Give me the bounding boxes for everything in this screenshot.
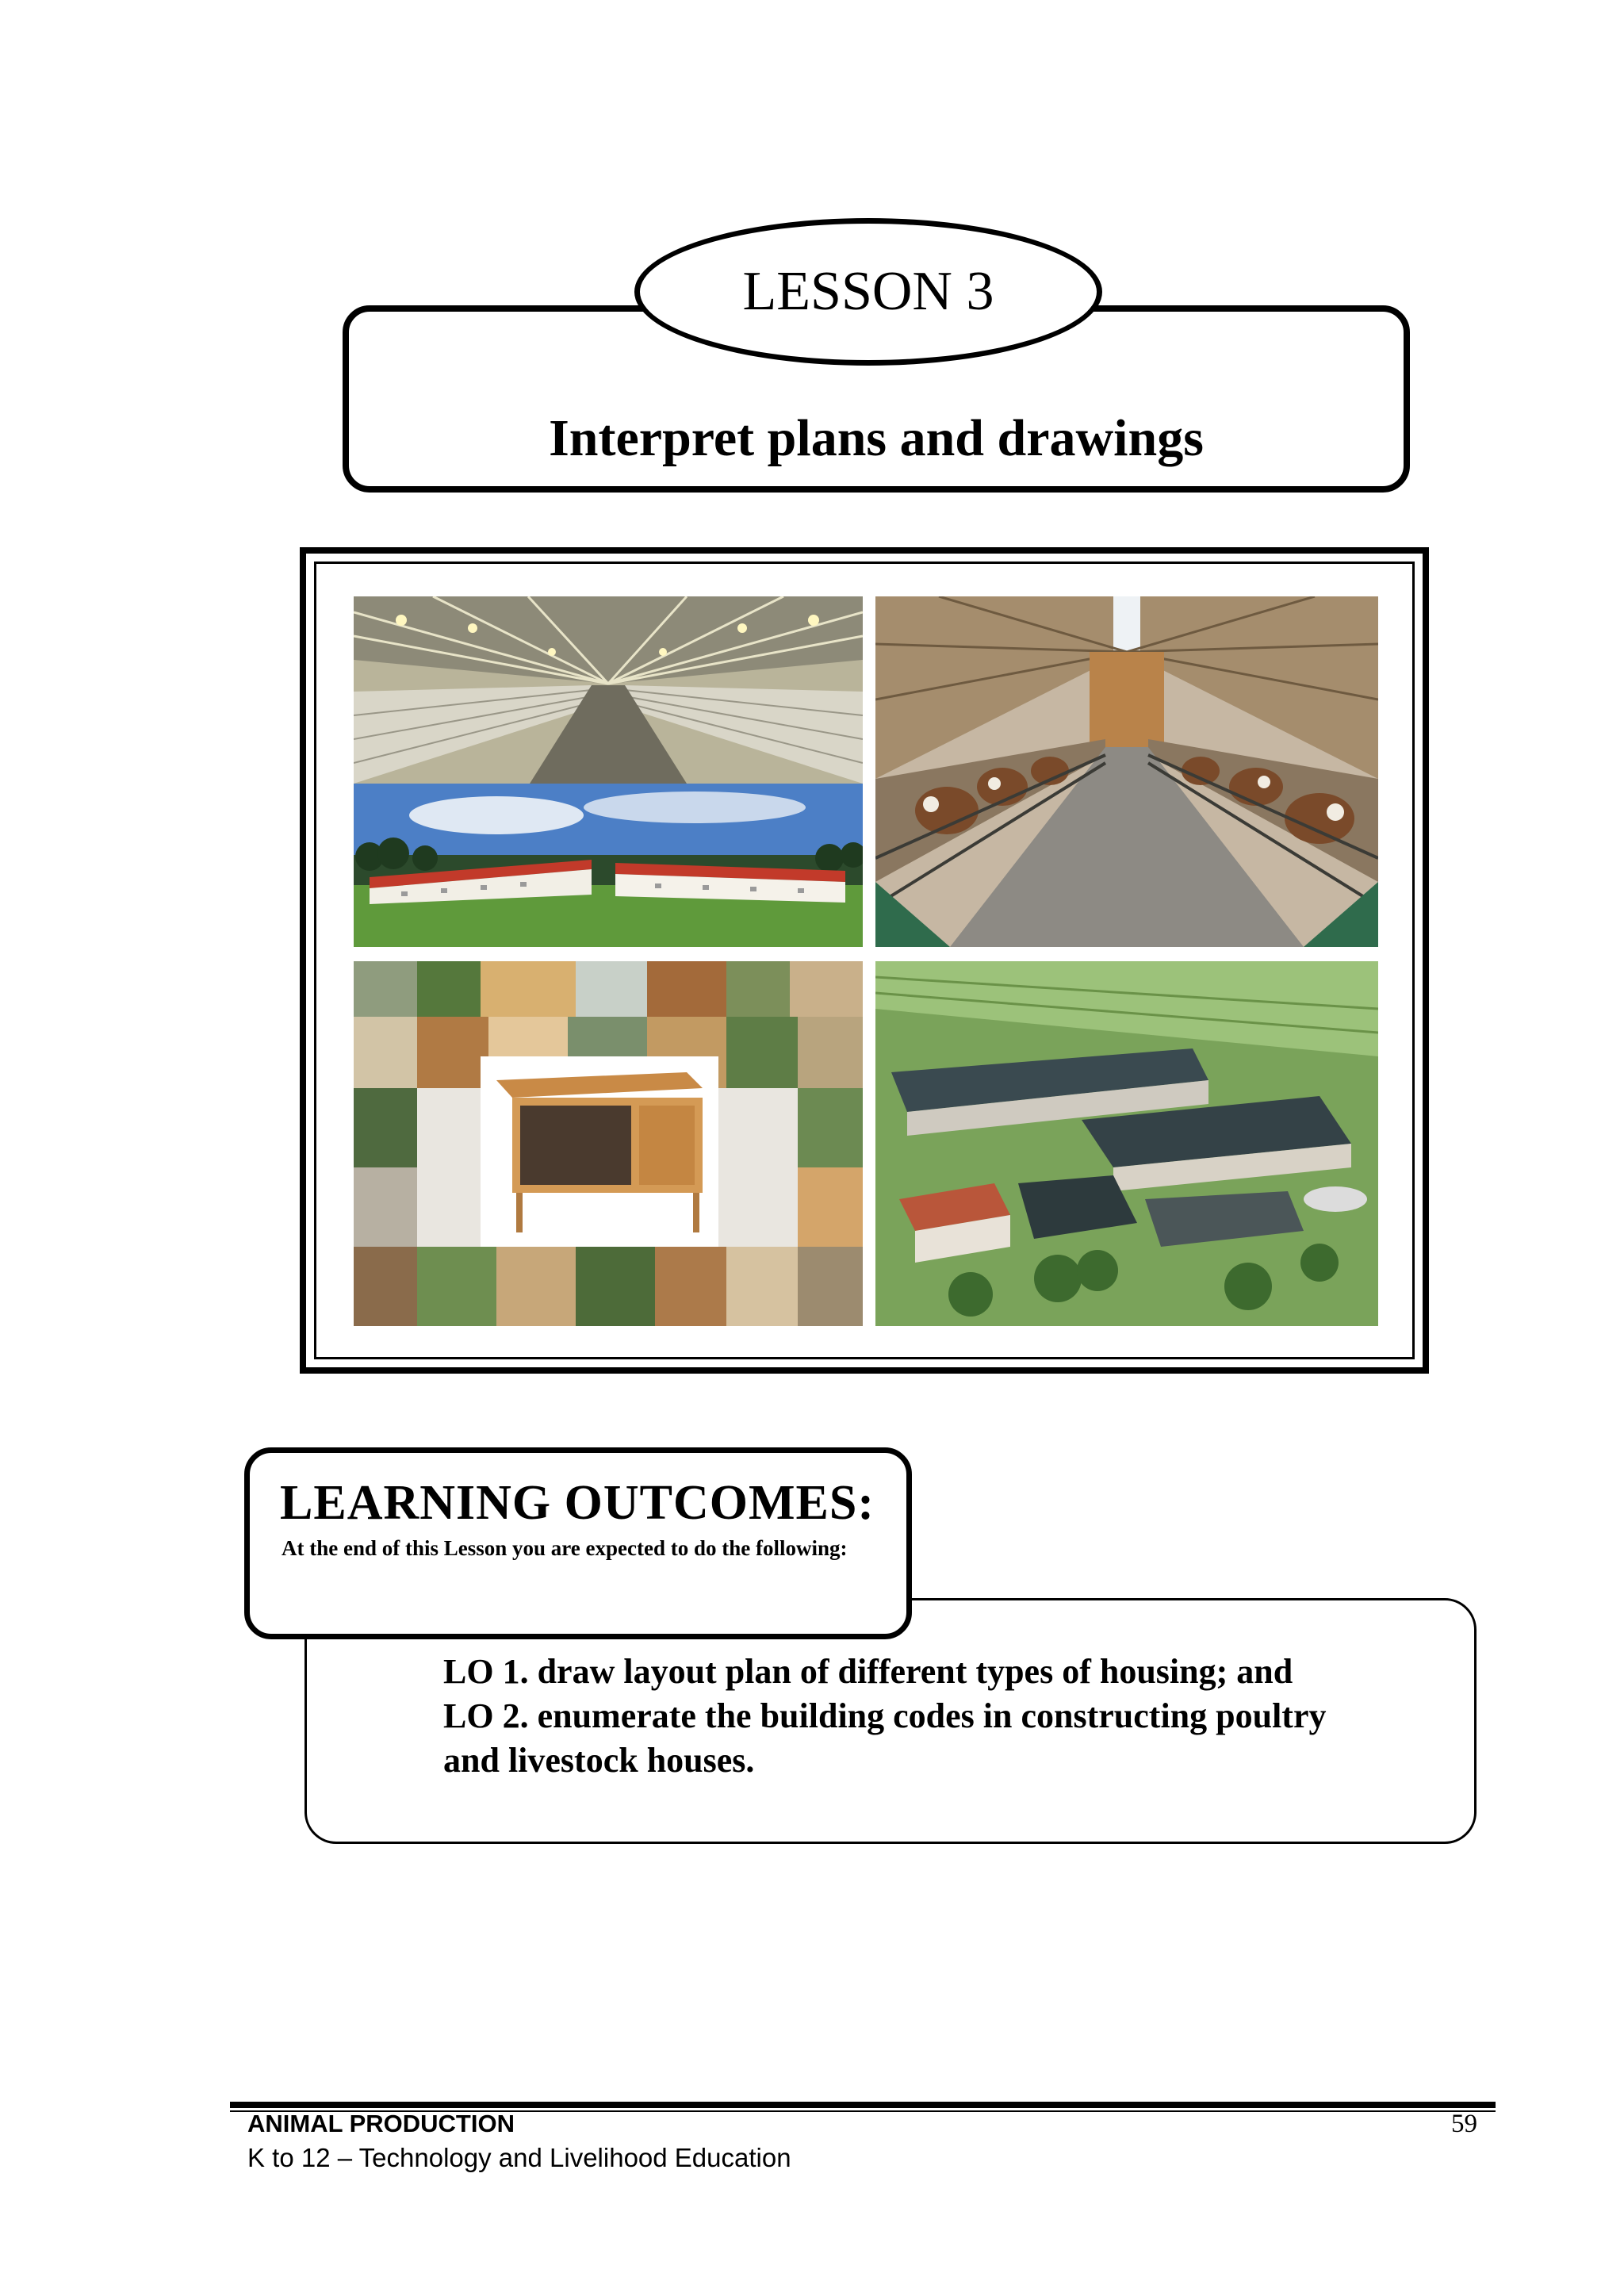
farm-aerial-view-photo [875,961,1378,1326]
footer-subject: ANIMAL PRODUCTION [247,2110,515,2137]
photo-collage-frame [300,547,1429,1374]
lesson-title: Interpret plans and drawings [549,409,1204,467]
learning-outcomes-list [443,1650,1327,1783]
lesson-number-oval: LESSON 3 [634,218,1102,366]
list-item: LO 1. draw layout plan of different types of housing; and [443,1652,1293,1691]
list-item: and livestock houses. [443,1741,755,1780]
learning-outcomes-heading: LEARNING OUTCOMES: [280,1476,875,1530]
page-number: 59 [1451,2110,1477,2138]
animal-hutches-collage-photo [354,961,863,1326]
list-item: LO 2. enumerate the building codes in constructing poultry [443,1696,1327,1735]
learning-outcomes-heading-box [244,1447,912,1639]
footer-rule [230,2102,1496,2108]
poultry-house-interior-photo [354,596,863,784]
poultry-houses-exterior-photo [354,784,863,947]
learning-outcomes-intro: At the end of this Lesson you are expected to do the following: [282,1536,848,1560]
footer-program: K to 12 – Technology and Livelihood Education [247,2143,791,2172]
cattle-barn-interior-photo [875,596,1378,947]
